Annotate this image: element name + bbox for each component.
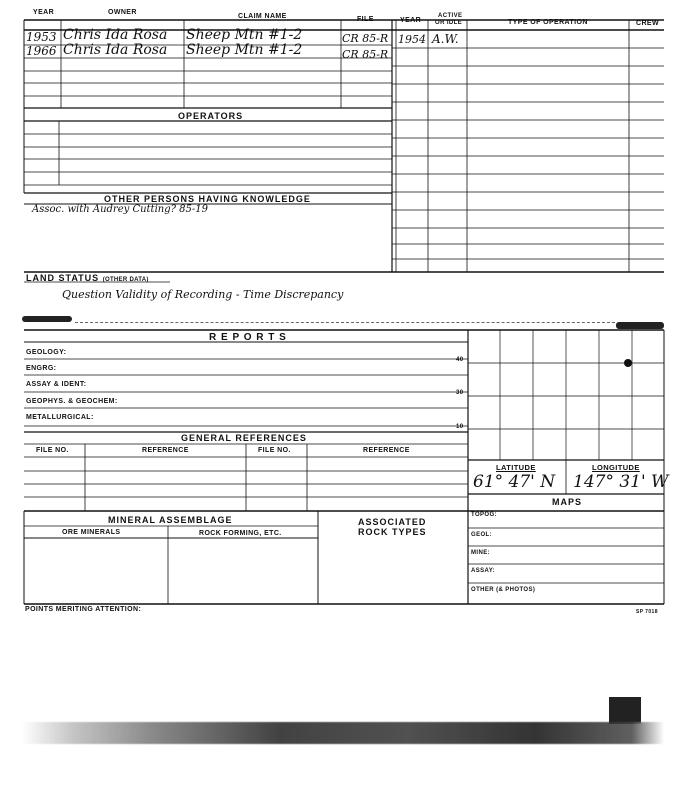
header-claim-name: CLAIM NAME [238,13,287,20]
maps-row-mine: MINE: [471,550,490,556]
reports-title: R E P O R T S [209,332,287,343]
header-or-idle: OR IDLE [435,20,463,26]
form-number: SP 7018 [636,609,658,615]
mineral-assemblage-title: MINERAL ASSEMBLAGE [108,515,233,525]
maps-row-assay: ASSAY: [471,568,496,574]
report-label-assay: ASSAY & IDENT: [26,381,87,388]
points-meriting-attention: POINTS MERITING ATTENTION: [25,606,142,613]
operators-title: OPERATORS [178,111,244,121]
row-1-owner: Chris Ida Rosa [63,27,168,43]
land-status-note: Question Validity of Recording - Time Discrepancy [62,288,344,301]
report-label-geology: GEOLOGY: [26,349,67,356]
row-2-file: CR 85-R [342,48,389,61]
row-1-active: A.W. [432,32,459,46]
header-active: ACTIVE [438,13,463,19]
row-1-claim-name: Sheep Mtn #1-2 [186,27,303,43]
maps-row-other: OTHER (& PHOTOS) [471,587,536,593]
report-num-assay: 30 [456,390,464,396]
header-file: FILE [357,16,374,23]
scan-black-square [609,697,641,724]
header-year-2: YEAR [400,17,422,24]
header-year: YEAR [33,9,55,16]
scan-smudge-left [22,316,72,322]
land-status-subtitle: (OTHER DATA) [102,277,149,283]
other-persons-note: Assoc. with Audrey Cutting? 85-19 [32,204,208,215]
maps-row-geol: GEOL: [471,532,492,538]
row-2-claim-name: Sheep Mtn #1-2 [186,42,303,58]
scan-dotted-line [75,322,615,323]
rock-forming-header: ROCK FORMING, ETC. [199,530,282,537]
row-2-year: 1966 [26,44,57,58]
other-persons-title: OTHER PERSONS HAVING KNOWLEDGE [104,194,311,204]
associated-rock-types-line2: ROCK TYPES [358,527,427,537]
scan-smudge-right [616,322,664,329]
row-1-year: 1953 [26,30,57,44]
latitude-label: LATITUDE [496,463,536,472]
header-owner: OWNER [108,9,137,16]
maps-row-topog: TOPOG: [471,512,497,518]
report-label-engrg: ENGRG: [26,365,57,372]
row-1-file: CR 85-R [342,32,389,45]
gr-header-file-no-2: FILE NO. [258,447,291,454]
report-num-metallurgical: 10 [456,424,464,430]
report-num-geology: 40 [456,357,464,363]
maps-title: MAPS [552,497,583,507]
report-label-metallurgical: METALLURGICAL: [26,414,94,421]
scan-noise-band [22,722,664,744]
associated-rock-types-line1: ASSOCIATED [358,517,427,527]
longitude-label: LONGITUDE [592,463,640,472]
ore-minerals-header: ORE MINERALS [62,529,121,536]
land-status-label: LAND STATUS [26,273,100,283]
longitude-value: 147° 31' W [573,472,669,492]
row-1-year-2: 1954 [398,33,426,46]
gr-header-reference-1: REFERENCE [142,447,189,454]
land-status-title [26,273,149,283]
general-references-title: GENERAL REFERENCES [181,433,307,443]
report-label-geophys: GEOPHYS. & GEOCHEM: [26,398,118,405]
header-type-of-operation: TYPE OF OPERATION [508,19,588,26]
latitude-value: 61° 47' N [473,472,556,492]
header-crew: CREW [636,20,659,27]
row-2-owner: Chris Ida Rosa [63,42,168,58]
gr-header-file-no-1: FILE NO. [36,447,69,454]
gr-header-reference-2: REFERENCE [363,447,410,454]
